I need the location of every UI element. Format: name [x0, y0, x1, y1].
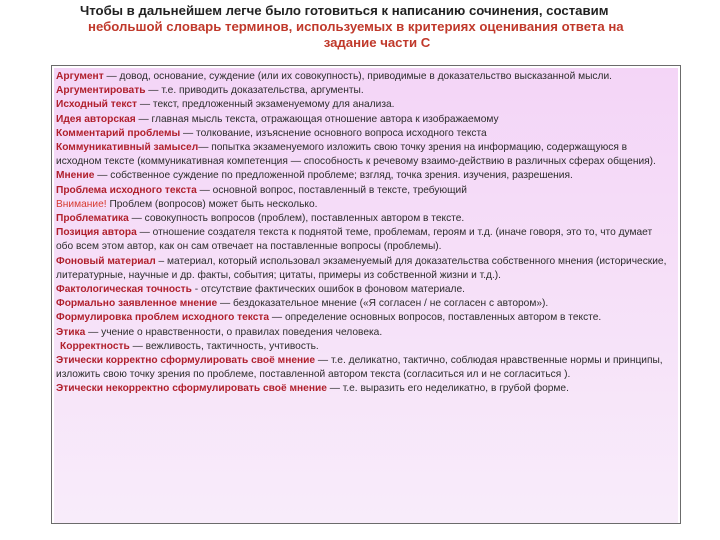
- definition: — определение основных вопросов, поставленных автором в тексте.: [269, 312, 602, 324]
- term: Корректность: [60, 340, 130, 352]
- definition: — вежливость, тактичность, учтивость.: [129, 340, 319, 352]
- definition: Проблем (вопросов) может быть несколько.: [106, 198, 318, 210]
- definition: — текст, предложенный экзаменуемому для анализа.: [137, 99, 395, 111]
- glossary-entry-kommentariy: [56, 127, 670, 141]
- definition: - отсутствие фактических ошибок в фоновом материале.: [191, 284, 465, 296]
- term: Идея авторская: [56, 113, 136, 125]
- term: Исходный текст: [56, 99, 138, 111]
- term: Формально заявленное мнение: [56, 298, 218, 310]
- term: Этика: [56, 326, 86, 338]
- term: Аргумент: [56, 71, 104, 82]
- definition: — т.е. выразить его неделикатно, в грубой форме.: [326, 383, 569, 395]
- glossary-entry-kommunikativny-zamysel: [56, 141, 670, 169]
- definition: — бездоказательное мнение («Я согласен / не согласен с автором»).: [217, 298, 549, 310]
- definition: — собственное суждение по предложенной проблеме; взгляд, точка зрения. изучения, разрешения.: [94, 170, 573, 182]
- glossary-entry-eticheski-nekorrektno: [56, 382, 670, 396]
- term: Этически корректно сформулировать своё мнение: [56, 355, 316, 367]
- glossary-entry-formulirovka-problem: [56, 311, 670, 325]
- glossary-entry-korrektnost: [56, 340, 670, 354]
- term: Фактологическая точность: [56, 284, 192, 296]
- glossary-entry-etika: [56, 326, 670, 340]
- term: Мнение: [56, 170, 95, 182]
- glossary-entry-pozitsiya-avtora: [56, 226, 670, 254]
- glossary-entry-faktologicheskaya-tochnost: [56, 283, 670, 297]
- definition: — основной вопрос, поставленный в тексте, требующий: [196, 184, 467, 196]
- term: Позиция автора: [56, 227, 137, 239]
- title-line-2: небольшой словарь терминов, используемых в критериях оценивания ответа на: [88, 19, 624, 35]
- term: Комментарий проблемы: [56, 127, 181, 139]
- term: Аргументировать: [56, 85, 146, 97]
- definition: – материал, который использовал экзаменуемый для доказательства собственного мнения (исторические, литературные, научные и др. факты, события; цитаты, примеры из собственной жизни и т.д.).: [56, 255, 667, 281]
- definition: — отношение создателя текста к поднятой теме, проблемам, героям и т.д. (иначе говоря, это то, что думает обо всем этом автор, как он сам отвечает на поставленные вопросы (проблемы).: [56, 227, 653, 253]
- glossary-entry-problematika: [56, 212, 670, 226]
- definition: — довод, основание, суждение (или их совокупность), приводимые в доказательство высказанной мысли.: [103, 71, 612, 82]
- definition: — т.е. деликатно, тактично, соблюдая нравственные нормы и принципы, изложить свою точку зрения по проблеме, поставленной автором текста (согласиться ил и не согласиться ).: [56, 355, 663, 381]
- glossary-entry-fonovy-material: [56, 255, 670, 283]
- definition: — учение о нравственности, о правилах поведения человека.: [85, 326, 383, 338]
- term: Этически некорректно сформулировать своё мнение: [56, 383, 327, 395]
- title-line-3: задание части С: [323, 35, 431, 51]
- term: Проблема исходного текста: [56, 184, 197, 196]
- definition: — совокупность вопросов (проблем), поставленных автором в тексте.: [128, 213, 465, 225]
- glossary-box: [51, 65, 681, 524]
- glossary-entry-problema: [56, 184, 670, 198]
- title-line-1: Чтобы в дальнейшем легче было готовиться к написанию сочинения, составим: [80, 3, 609, 18]
- term: Коммуникативный замысел: [56, 142, 199, 154]
- term: Проблематика: [56, 213, 129, 225]
- term: Фоновый материал: [56, 255, 156, 267]
- definition: — главная мысль текста, отражающая отношение автора к изображаемому: [135, 113, 499, 125]
- page-title: [40, 3, 680, 52]
- definition: — т.е. приводить доказательства, аргументы.: [145, 85, 364, 97]
- attention-label: Внимание!: [56, 198, 107, 210]
- glossary-entry-argumentirovat: [56, 84, 670, 98]
- glossary-entry-eticheski-korrektno: [56, 354, 670, 382]
- glossary-entry-ideya-avtorskaya: [56, 113, 670, 127]
- definition: — попытка экзаменуемого изложить свою точку зрения на информацию, содержащуюся в исходном тексте (коммуникативная компетенция — способность к речевому взаимо-действию в различных сферах общения).: [56, 142, 656, 168]
- glossary-entry-iskhodny-tekst: [56, 98, 670, 112]
- glossary-entry-argument: [56, 70, 670, 84]
- glossary-entry-mnenie: [56, 169, 670, 183]
- term: Формулировка проблем исходного текста: [56, 312, 270, 324]
- glossary-list: [54, 68, 678, 523]
- definition: — толкование, изъяснение основного вопроса исходного текста: [180, 127, 487, 139]
- glossary-note-attention: [56, 198, 670, 212]
- glossary-entry-formalno-zayavlennoe-mnenie: [56, 297, 670, 311]
